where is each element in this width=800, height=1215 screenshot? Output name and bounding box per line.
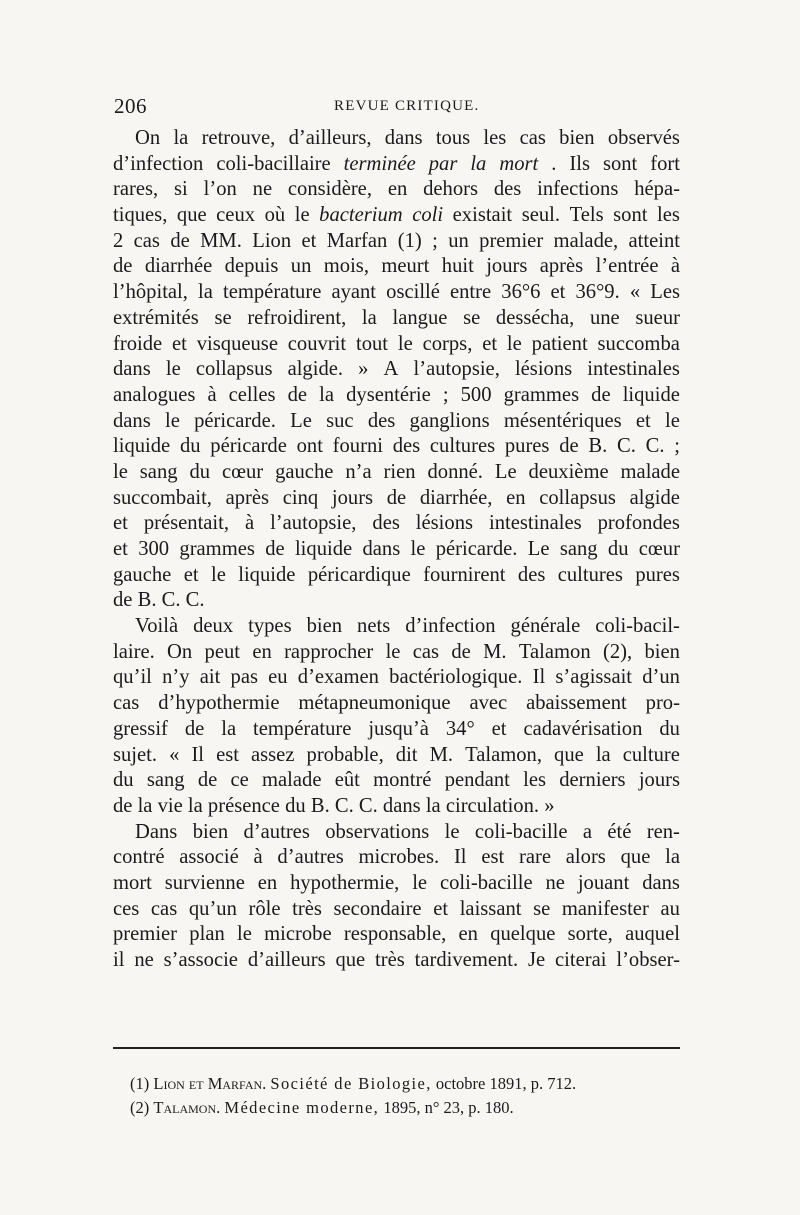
text-line: rares, si l’on ne considère, en dehors des infections hépa- — [113, 178, 680, 201]
footnote-2-authors: Talamon. — [153, 1097, 221, 1117]
text-line: sujet. « Il est assez probable, dit M. Talamon, que la culture — [113, 743, 680, 766]
text-line: 2 cas de MM. Lion et Marfan (1) ; un premier malade, atteint — [113, 229, 680, 252]
text-line: laire. On peut en rapprocher le cas de M. Talamon (2), bien — [113, 640, 680, 663]
footnote-1-journal: Société de Biologie, — [270, 1074, 432, 1093]
footnote-rule — [113, 1047, 680, 1049]
text-line: dans le collapsus algide. » A l’autopsie, lésions intestinales — [113, 358, 680, 381]
text-line: succombait, après cinq jours de diarrhée, en collapsus algide — [113, 486, 680, 509]
page-header — [114, 94, 679, 122]
text-line: d’infection coli-bacillaire terminée par la mort . Ils sont fort — [113, 152, 680, 175]
text-line: Dans bien d’autres observations le coli-bacille a été ren- — [135, 820, 680, 843]
text-line: gressif de la température jusqu’à 34° et cadavérisation du — [113, 717, 680, 740]
text-line: extrémités se refroidirent, la langue se dessécha, une sueur — [113, 306, 680, 329]
text-line: il ne s’associe d’ailleurs que très tardivement. Je citerai l’obser- — [113, 949, 680, 971]
text-line: contré associé à d’autres microbes. Il est rare alors que la — [113, 846, 680, 869]
footnote-1-details: octobre 1891, p. 712. — [431, 1074, 577, 1093]
text-line — [113, 794, 680, 820]
body-text — [113, 126, 680, 974]
text-line: et 300 grammes de liquide dans le péricarde. Le sang du cœur — [113, 538, 680, 560]
text-line: qu’il n’y ait pas eu d’examen bactériologique. Il s’agissait d’un — [113, 666, 680, 689]
footnote-1 — [130, 1072, 670, 1096]
text-line: dans le péricarde. Le suc des ganglions mésentériques et le — [113, 409, 680, 432]
text-line: et présentait, à l’autopsie, des lésions intestinales profondes — [113, 512, 680, 535]
footnote-2-journal: Médecine moderne, — [224, 1097, 380, 1117]
text-line: On la retrouve, d’ailleurs, dans tous les cas bien observés — [135, 127, 680, 149]
text-line: Voilà deux types bien nets d’infection générale coli-bacil- — [135, 615, 680, 638]
text-line: premier plan le microbe responsable, en quelque sorte, auquel — [113, 923, 680, 946]
footnote-2-details: 1895, n° 23, p. 180. — [379, 1097, 514, 1117]
footnote-2-number: (2) — [130, 1097, 150, 1117]
text-line: le sang du cœur gauche n’a rien donné. Le deuxième malade — [113, 460, 680, 483]
footnote-1-number: (1) — [130, 1074, 150, 1093]
text-line: mort survienne en hypothermie, le coli-bacille ne jouant dans — [113, 871, 680, 894]
text-segment: de B. C. C. — [113, 589, 205, 612]
footnote-2 — [130, 1096, 670, 1120]
text-line: cas d’hypothermie métapneumonique avec abaissement pro- — [113, 692, 680, 715]
running-title: REVUE CRITIQUE. — [334, 98, 480, 114]
text-line: gauche et le liquide péricardique fournirent des cultures pures — [113, 563, 680, 586]
text-line — [113, 588, 680, 614]
text-segment: de la vie la présence du B. C. C. dans la circulation. » — [113, 794, 555, 817]
text-line: l’hôpital, la température ayant oscillé entre 36°6 et 36°9. « Les — [113, 281, 680, 304]
page-number: 206 — [114, 94, 147, 118]
text-line: du sang de ce malade eût montré pendant les derniers jours — [113, 769, 680, 792]
text-line: analogues à celles de la dysentérie ; 500 grammes de liquide — [113, 383, 680, 406]
text-line: ces cas qu’un rôle très secondaire et laissant se manifester au — [113, 897, 680, 920]
text-line: froide et visqueuse couvrit tout le corps, et le patient succomba — [113, 332, 680, 355]
footnote-1-authors: Lion et Marfan. — [153, 1074, 267, 1093]
footnotes — [130, 1072, 670, 1119]
text-line: de diarrhée depuis un mois, meurt huit jours après l’entrée à — [113, 255, 680, 278]
text-line: tiques, que ceux où le bacterium coli existait seul. Tels sont les — [113, 204, 680, 227]
text-line: liquide du péricarde ont fourni des cultures pures de B. C. C. ; — [113, 435, 680, 458]
